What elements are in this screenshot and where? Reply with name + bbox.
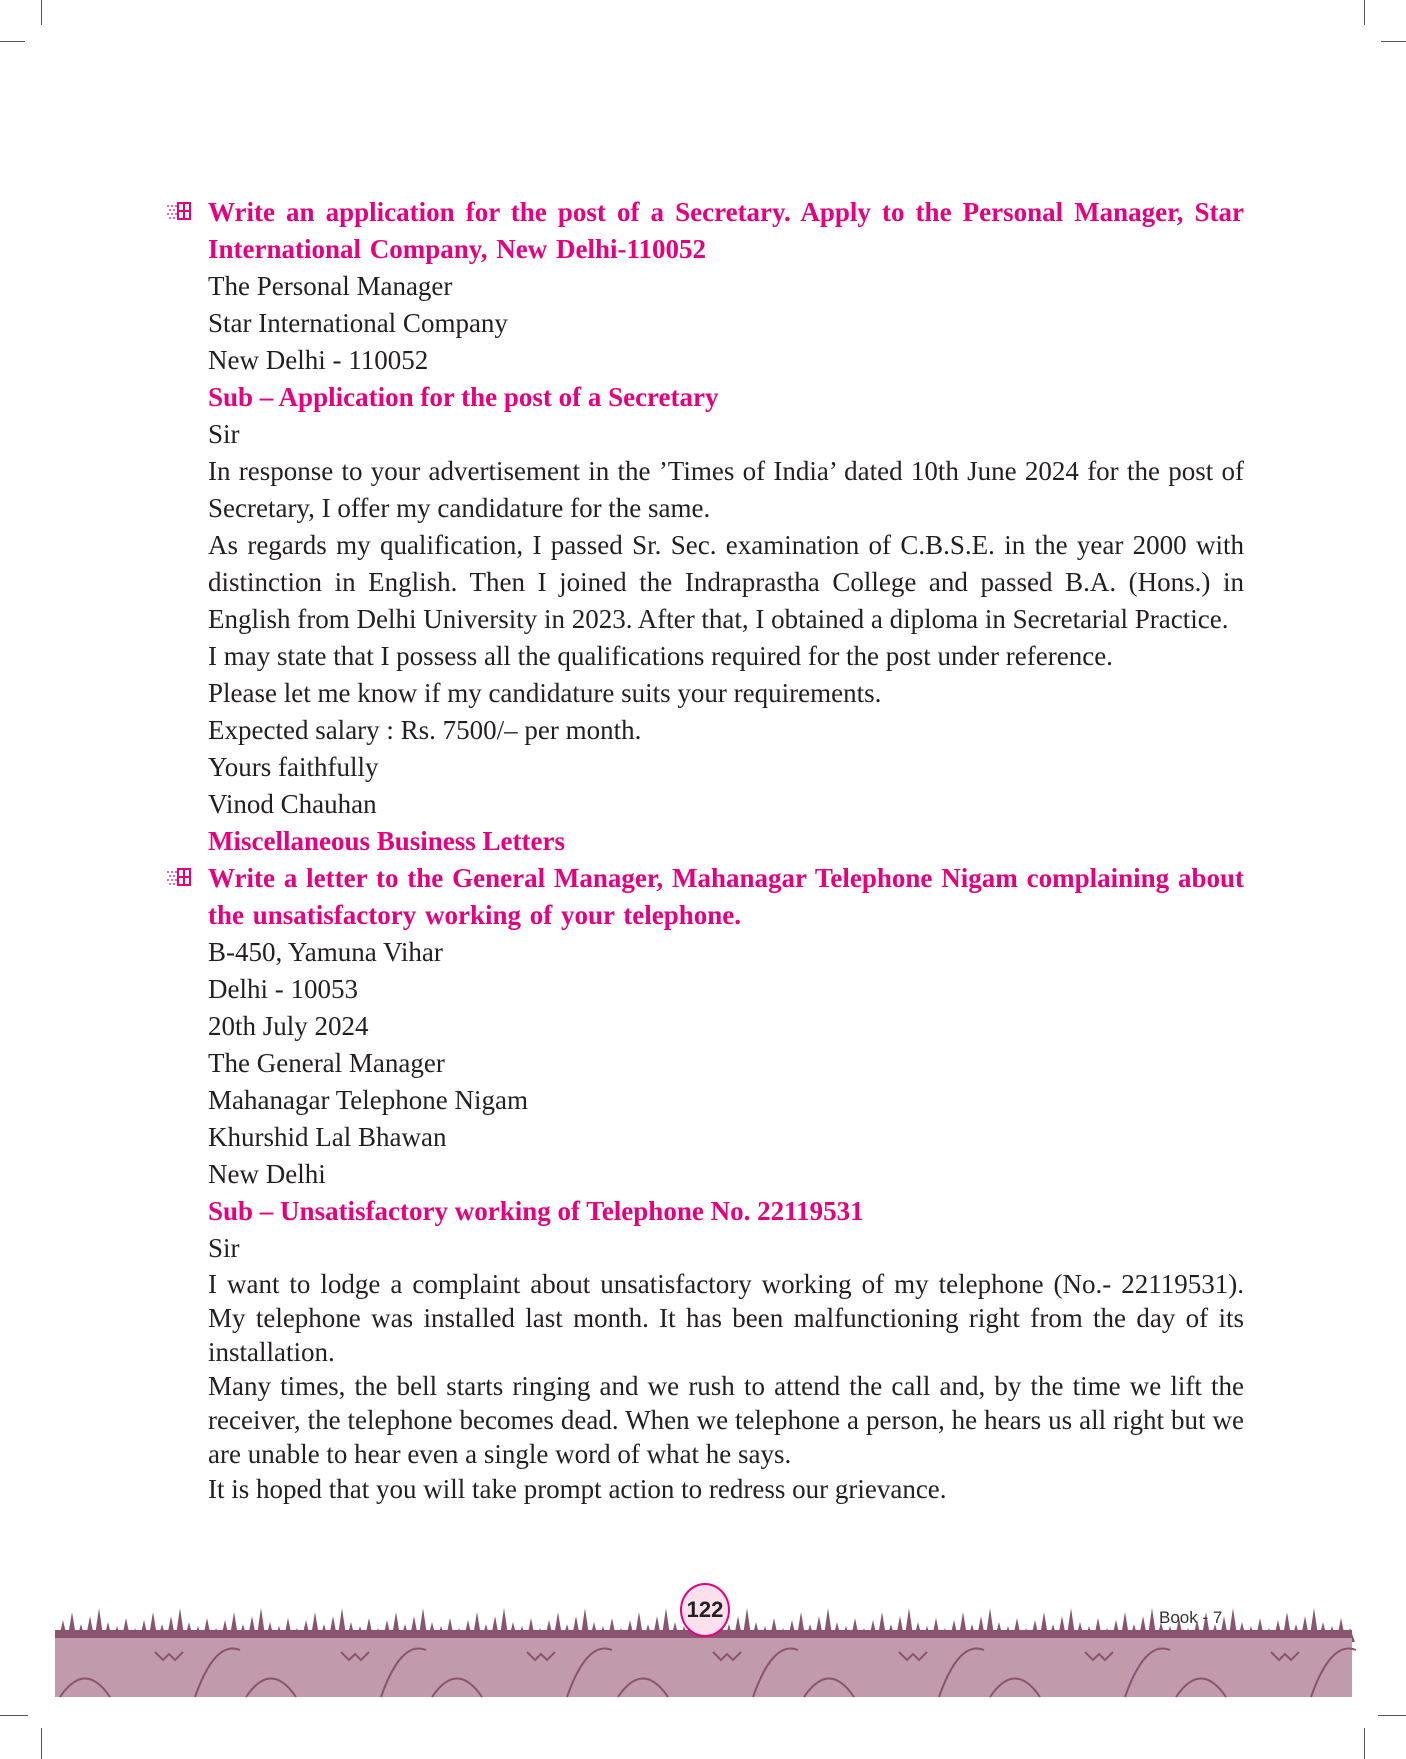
- paragraph: I may state that I possess all the qualifications required for the post under reference.: [208, 641, 1113, 671]
- book-icon: [166, 867, 192, 887]
- page-content: [166, 194, 1244, 1508]
- hill-band: [55, 1638, 1352, 1697]
- address-line: New Delhi - 110052: [208, 345, 429, 375]
- paragraph: Expected salary : Rs. 7500/– per month.: [208, 715, 642, 745]
- sender-line: Delhi - 10053: [208, 974, 358, 1004]
- question-text: Write an application for the post of a Secretary. Apply to the Personal Manager, Star International Company, New Delhi-110052: [208, 197, 1244, 264]
- signature: Vinod Chauhan: [208, 789, 377, 819]
- paragraph: As regards my qualification, I passed Sr. Sec. examination of C.B.S.E. in the year 2000 with distinction in English. Then I joined the Indraprastha College and passed B.A. (Hons.) in English from Delhi University in 2023. After that, I obtained a diploma in Secretarial Practice.: [208, 530, 1244, 634]
- crop-mark: [41, 0, 42, 25]
- salutation: Sir: [208, 419, 240, 449]
- subject-line: Sub – Unsatisfactory working of Telephone No. 22119531: [208, 1196, 864, 1226]
- address-line: Mahanagar Telephone Nigam: [208, 1085, 528, 1115]
- subject-line: Sub – Application for the post of a Secretary: [208, 382, 719, 412]
- crop-mark: [1378, 1715, 1406, 1716]
- question-1: [166, 194, 1244, 268]
- closing: Yours faithfully: [208, 752, 379, 782]
- address-line: The Personal Manager: [208, 271, 453, 301]
- crop-mark: [0, 1715, 28, 1716]
- crop-mark: [1364, 0, 1365, 25]
- crop-mark: [1364, 1728, 1365, 1759]
- address-line: Khurshid Lal Bhawan: [208, 1122, 447, 1152]
- salutation: Sir: [208, 1233, 240, 1263]
- date-line: 20th July 2024: [208, 1011, 369, 1041]
- page-number: 122: [680, 1583, 730, 1637]
- section-heading: Miscellaneous Business Letters: [208, 826, 565, 856]
- book-icon: [166, 201, 192, 221]
- question-text: Write a letter to the General Manager, Mahanagar Telephone Nigam complaining about the unsatisfactory working of your telephone.: [208, 863, 1244, 930]
- question-2: [166, 860, 1244, 934]
- paragraph: Please let me know if my candidature suits your requirements.: [208, 678, 882, 708]
- sender-line: B-450, Yamuna Vihar: [208, 937, 443, 967]
- book-label: Book - 7: [1159, 1608, 1223, 1627]
- crop-mark: [1381, 41, 1406, 42]
- address-line: Star International Company: [208, 308, 508, 338]
- address-line: The General Manager: [208, 1048, 445, 1078]
- crop-mark: [0, 41, 25, 42]
- address-line: New Delhi: [208, 1159, 326, 1189]
- paragraph: In response to your advertisement in the ’Times of India’ dated 10th June 2024 for the post of Secretary, I offer my candidature for the same.: [208, 456, 1244, 523]
- paragraph: Many times, the bell starts ringing and we rush to attend the call and, by the time we lift the receiver, the telephone becomes dead. When we telephone a person, he hears us all right but we are unable to hear even a single word of what he says.: [208, 1371, 1244, 1469]
- paragraph: It is hoped that you will take prompt action to redress our grievance.: [208, 1474, 947, 1504]
- paragraph: I want to lodge a complaint about unsatisfactory working of my telephone (No.- 22119531). My telephone was installed last month. It has been malfunctioning right from the day of its installation.: [208, 1269, 1244, 1367]
- crop-mark: [41, 1728, 42, 1759]
